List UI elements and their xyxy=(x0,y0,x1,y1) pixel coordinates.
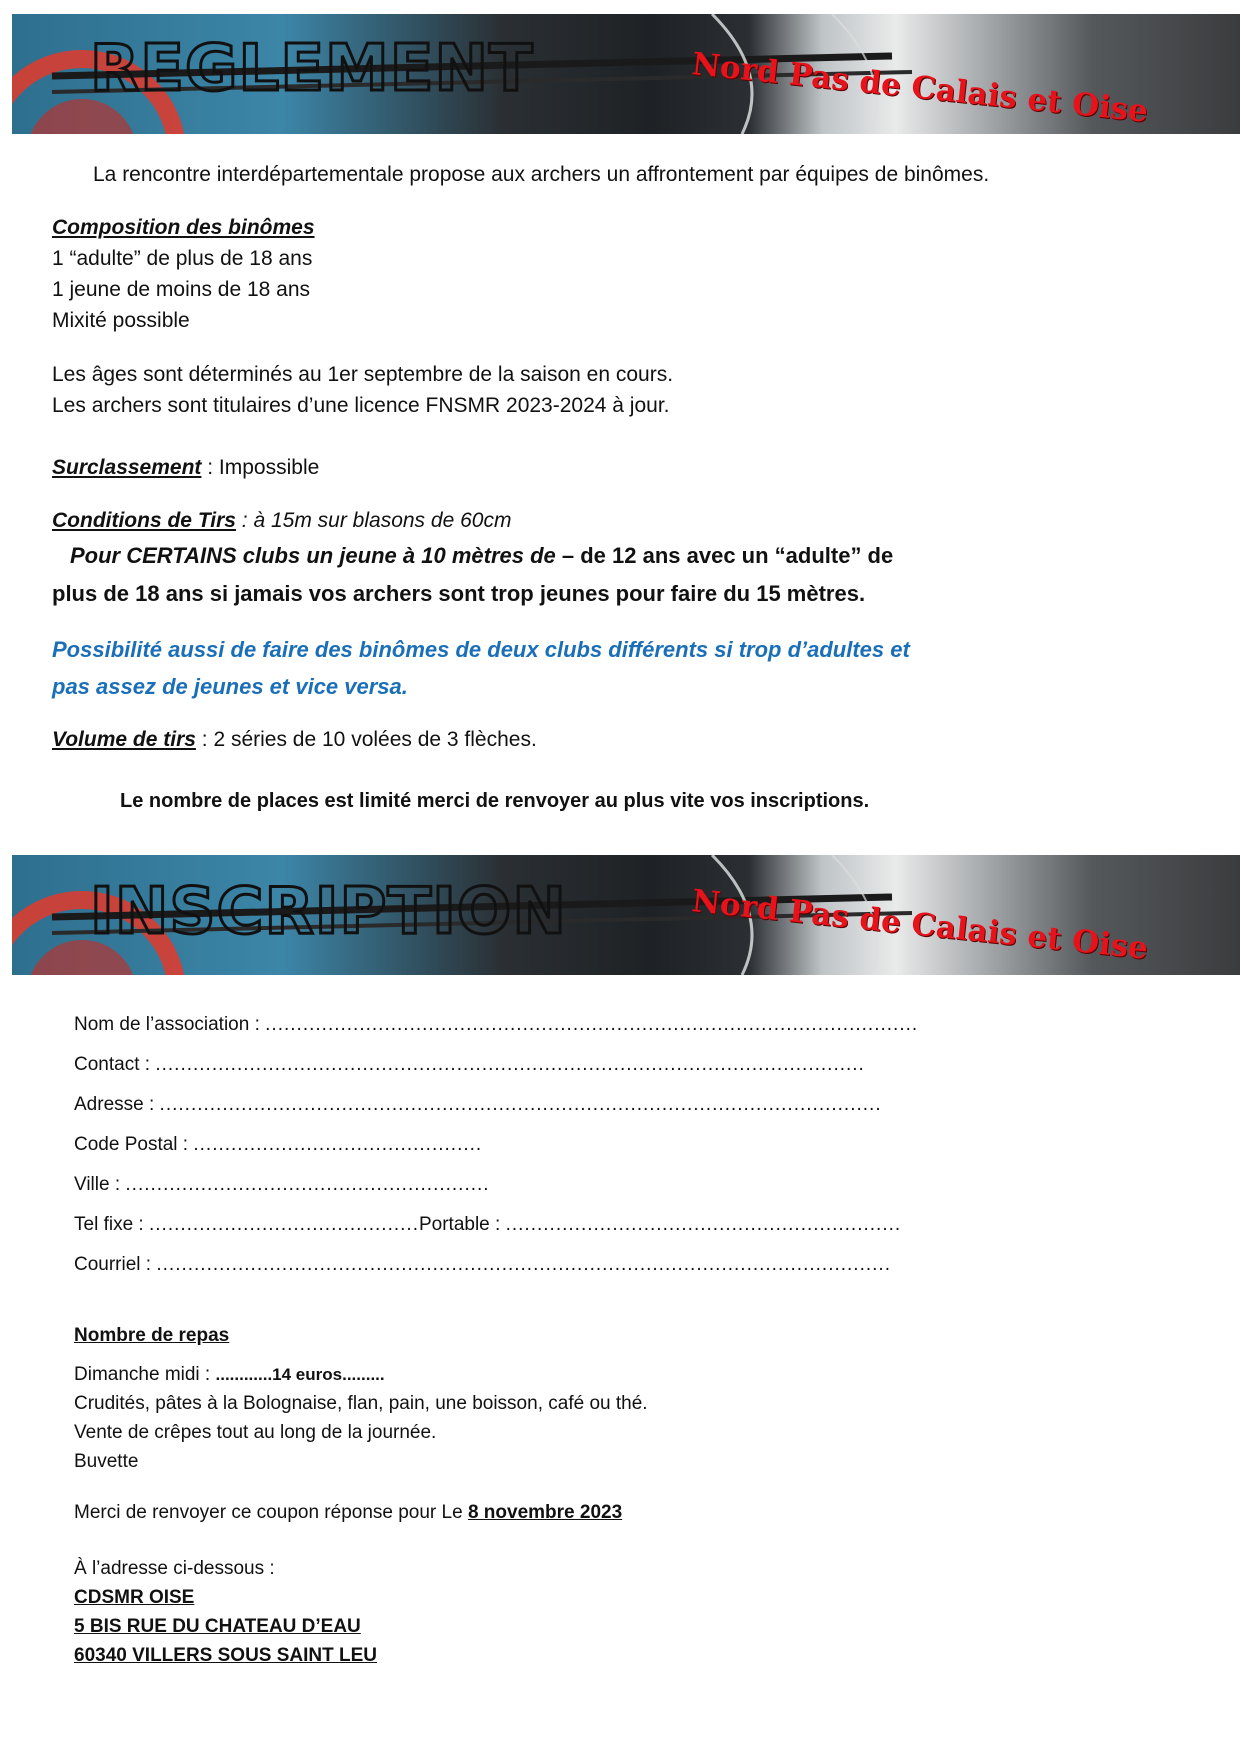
reglement-banner xyxy=(12,14,1240,134)
adresse-field[interactable] xyxy=(74,1094,882,1116)
code-postal-label: Code Postal : xyxy=(74,1134,189,1155)
contact-field[interactable] xyxy=(74,1054,865,1076)
courriel-input[interactable]: ..................................................................................................................... xyxy=(156,1254,891,1275)
adresse-input[interactable]: ................................................................................................................... xyxy=(159,1094,882,1115)
surclassement-row xyxy=(52,452,319,483)
dimanche-row xyxy=(74,1364,385,1386)
conditions-row xyxy=(52,505,511,536)
renvoi-row xyxy=(74,1502,622,1524)
code-postal-field[interactable] xyxy=(74,1134,482,1156)
contact-label: Contact : xyxy=(74,1054,151,1075)
renvoi-text: Merci de renvoyer ce coupon réponse pour Le xyxy=(74,1502,468,1523)
courriel-field[interactable] xyxy=(74,1254,891,1276)
repas-heading: Nombre de repas xyxy=(74,1325,230,1346)
tel-fixe-input[interactable]: ........................................... xyxy=(148,1214,419,1235)
licence-line: Les archers sont titulaires d’une licence FNSMR 2023-2024 à jour. xyxy=(52,394,670,417)
intro-text: La rencontre interdépartementale propose aux archers un affrontement par équipes de binômes. xyxy=(93,163,990,186)
conditions-line2: plus de 18 ans si jamais vos archers sont trop jeunes pour faire du 15 mètres. xyxy=(52,581,866,606)
courriel-label: Courriel : xyxy=(74,1254,152,1275)
surclassement-value: : Impossible xyxy=(201,456,320,479)
banner-subtitle: Nord Pas de Calais et Oise xyxy=(690,883,1150,967)
possibilite-line: pas assez de jeunes et vice versa. xyxy=(52,674,408,699)
banner-title: REGLEMENT xyxy=(90,32,534,106)
banner-title: INSCRIPTION xyxy=(90,875,567,949)
composition-line: 1 jeune de moins de 18 ans xyxy=(52,278,311,301)
adresse-line: CDSMR OISE xyxy=(74,1587,195,1608)
association-field[interactable] xyxy=(74,1014,918,1036)
banner-subtitle: Nord Pas de Calais et Oise xyxy=(690,46,1150,130)
buvette-line: Buvette xyxy=(74,1451,139,1472)
surclassement-heading: Surclassement xyxy=(52,456,202,479)
conditions-line1-italic: Pour CERTAINS clubs un jeune à 10 mètres de xyxy=(70,543,556,568)
ages-line: Les âges sont déterminés au 1er septembre de la saison en cours. xyxy=(52,363,674,386)
volume-value: : 2 séries de 10 volées de 3 flèches. xyxy=(195,728,537,751)
tel-field[interactable] xyxy=(74,1214,901,1236)
conditions-line1-rest: – de 12 ans avec un “adulte” de xyxy=(555,543,894,568)
conditions-value: : à 15m sur blasons de 60cm xyxy=(235,509,512,532)
dimanche-value: ............14 euros......... xyxy=(215,1365,385,1384)
portable-label: Portable : xyxy=(418,1214,501,1235)
volume-heading: Volume de tirs xyxy=(52,728,196,751)
adresse-label: Adresse : xyxy=(74,1094,155,1115)
association-label: Nom de l’association : xyxy=(74,1014,260,1035)
menu-line: Crudités, pâtes à la Bolognaise, flan, pain, une boisson, café ou thé. xyxy=(74,1393,648,1414)
places-notice: Le nombre de places est limité merci de renvoyer au plus vite vos inscriptions. xyxy=(120,790,870,812)
adresse-line: 60340 VILLERS SOUS SAINT LEU xyxy=(74,1645,378,1666)
inscription-banner xyxy=(12,855,1240,975)
adresse-line: 5 BIS RUE DU CHATEAU D’EAU xyxy=(74,1616,361,1637)
ville-field[interactable] xyxy=(74,1174,490,1196)
renvoi-date: 8 novembre 2023 xyxy=(467,1502,623,1523)
crepes-line: Vente de crêpes tout au long de la journée. xyxy=(74,1422,437,1443)
volume-row xyxy=(52,724,537,755)
contact-input[interactable]: ................................................................................................................. xyxy=(155,1054,865,1075)
association-input[interactable]: ........................................................................................................ xyxy=(265,1014,919,1035)
adresse-intro: À l’adresse ci-dessous : xyxy=(74,1558,275,1579)
conditions-heading: Conditions de Tirs xyxy=(52,509,236,532)
possibilite-line: Possibilité aussi de faire des binômes de deux clubs différents si trop d’adultes et xyxy=(52,637,910,662)
composition-heading: Composition des binômes xyxy=(52,216,315,239)
portable-input[interactable]: ............................................................... xyxy=(505,1214,902,1235)
code-postal-input[interactable]: .............................................. xyxy=(193,1134,483,1155)
composition-line: Mixité possible xyxy=(52,309,190,332)
dimanche-label: Dimanche midi : xyxy=(74,1364,211,1385)
conditions-line1 xyxy=(70,540,893,571)
composition-line: 1 “adulte” de plus de 18 ans xyxy=(52,247,313,270)
tel-fixe-label: Tel fixe : xyxy=(74,1214,144,1235)
ville-input[interactable]: .......................................................... xyxy=(125,1174,490,1195)
ville-label: Ville : xyxy=(74,1174,121,1195)
